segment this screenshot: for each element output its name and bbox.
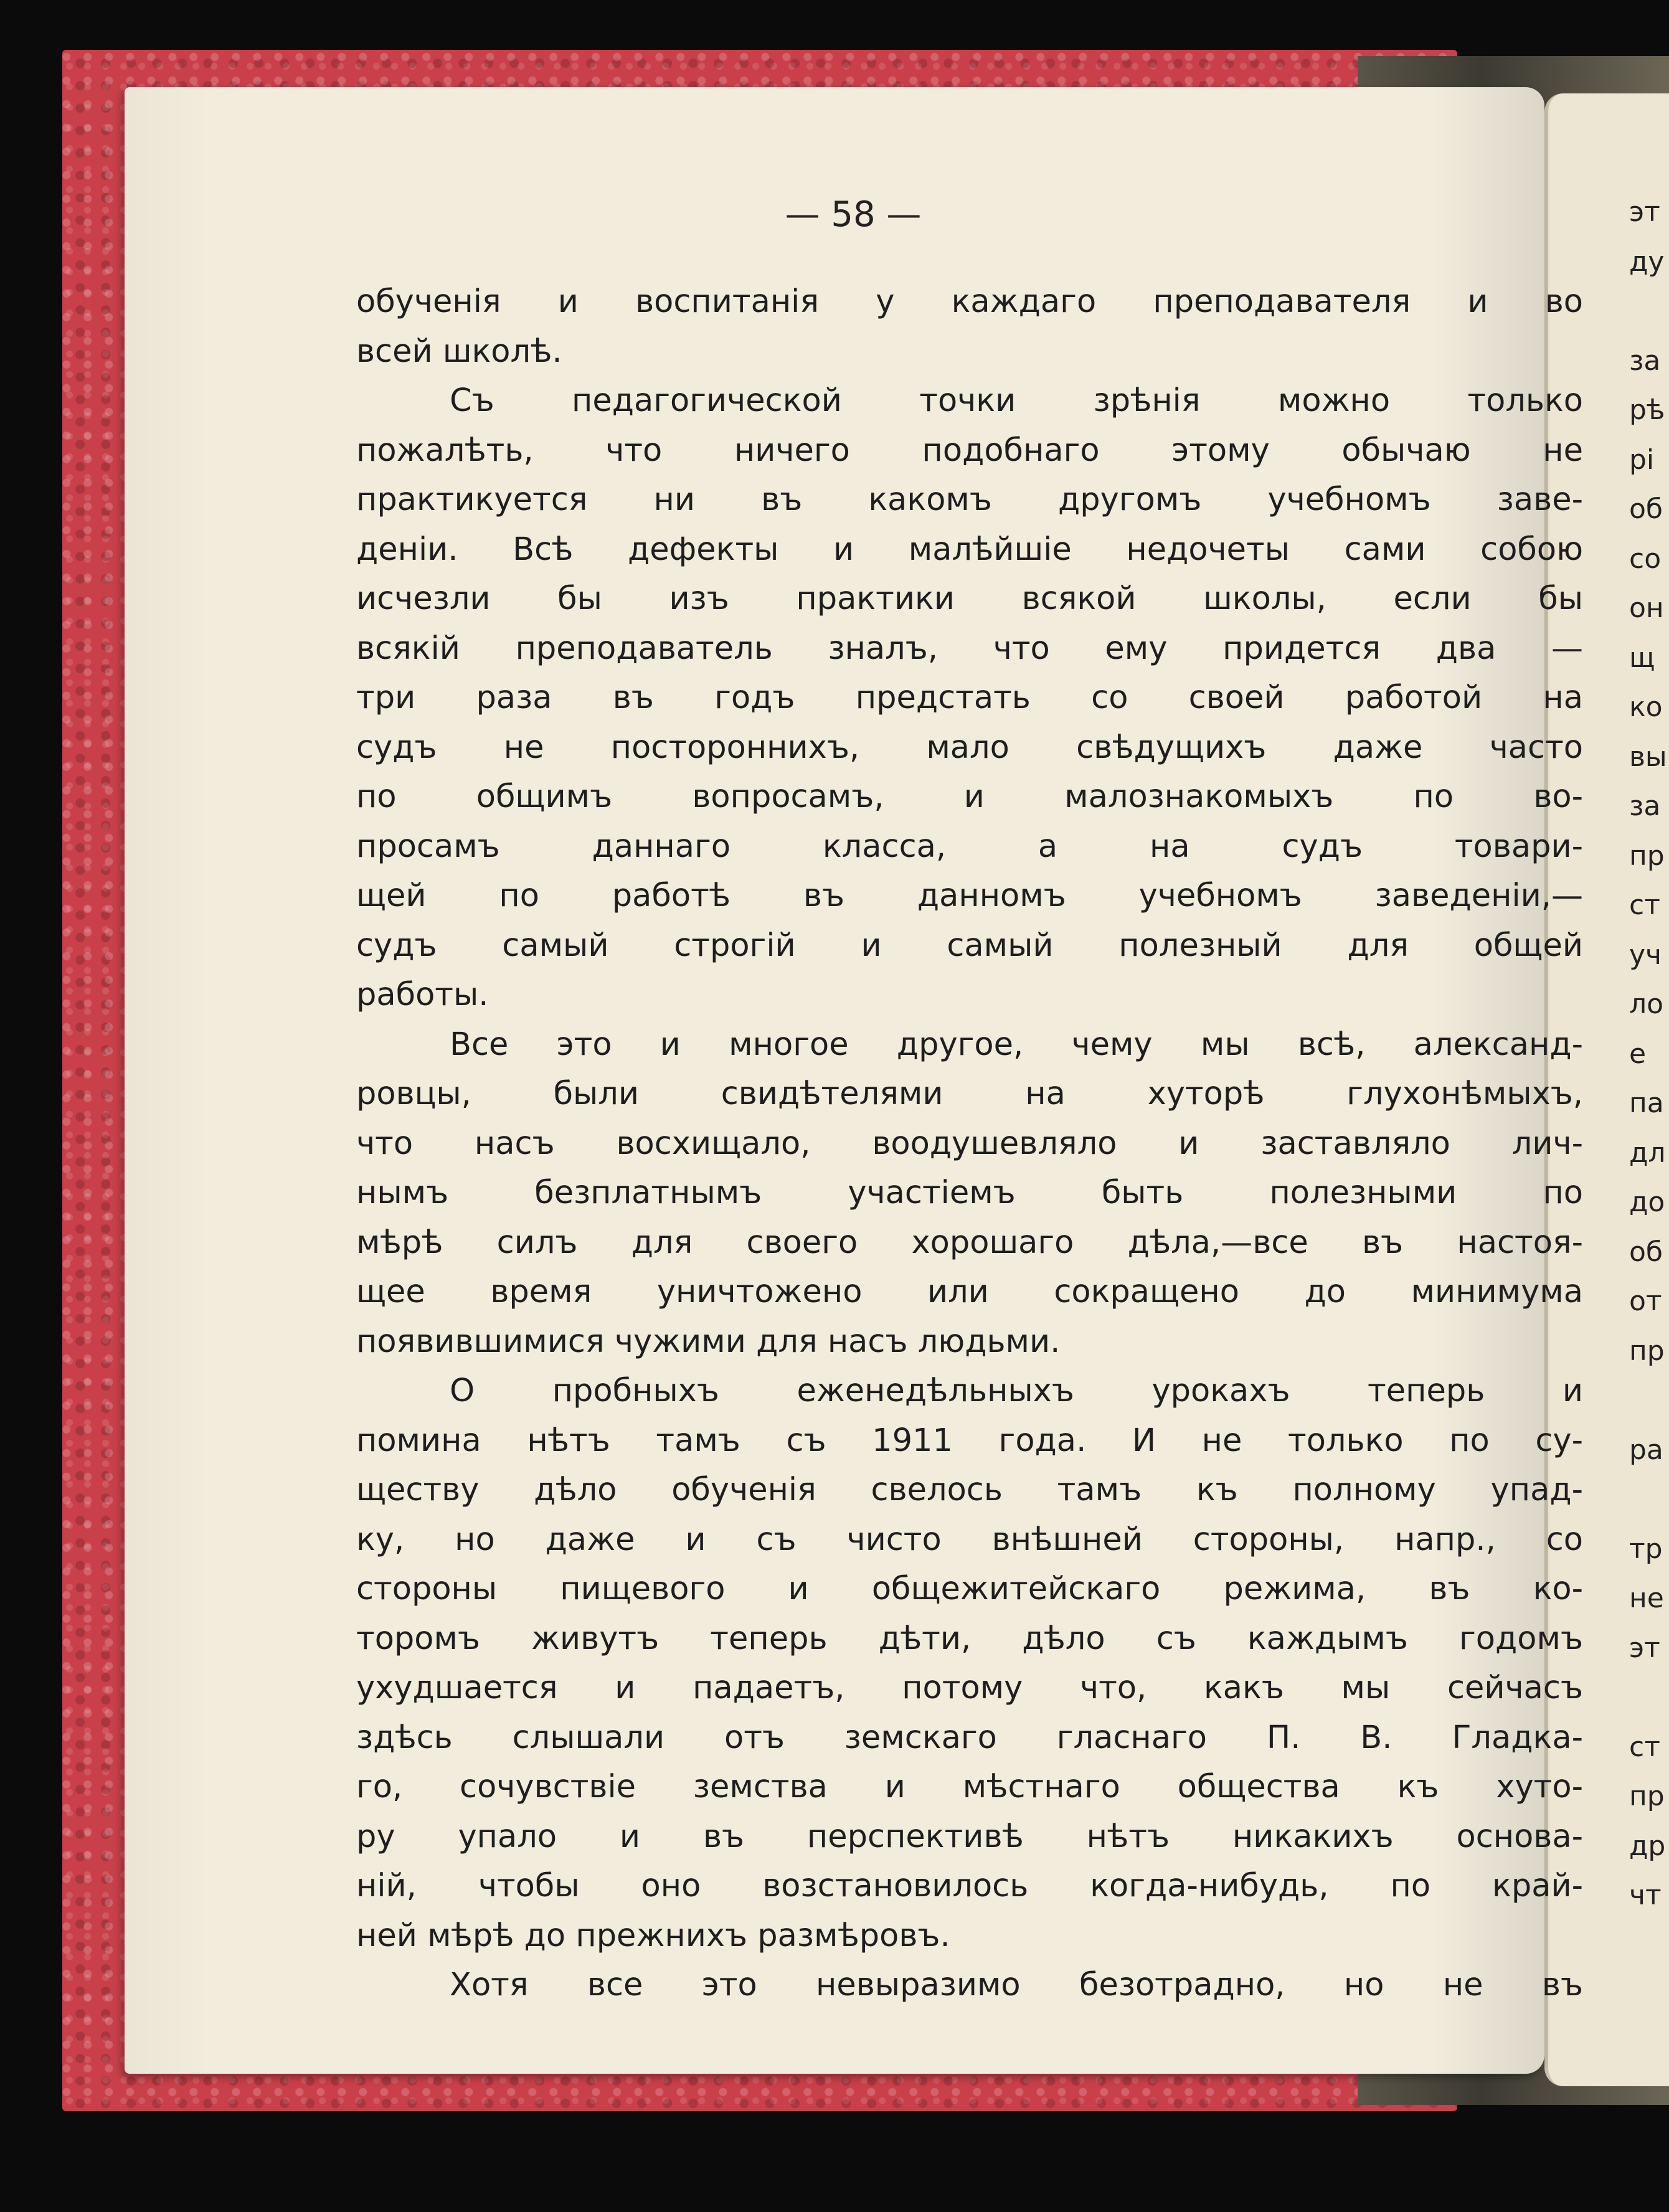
text-line: щее время уничтожено или сокращено до минимума	[356, 1274, 1583, 1310]
text-line: го, сочувствіе земства и мѣстнаго общества къ хуто-	[356, 1769, 1583, 1805]
next-page-fragment: до	[1629, 1186, 1665, 1218]
text-line: деніи. Всѣ дефекты и малѣйшіе недочеты сами собою	[356, 531, 1583, 568]
next-page-fragment: об	[1629, 1236, 1663, 1268]
text-line: исчезли бы изъ практики всякой школы, если бы	[356, 580, 1583, 617]
text-line: здѣсь слышали отъ земскаго гласнаго П. В. Гладка-	[356, 1719, 1583, 1756]
text-line: судъ не постороннихъ, мало свѣдущихъ даже часто	[356, 729, 1583, 766]
text-line: всей школѣ.	[356, 333, 562, 370]
text-line: Все это и многое другое, чему мы всѣ, александ-	[450, 1026, 1583, 1063]
text-line: нымъ безплатнымъ участіемъ быть полезными по	[356, 1175, 1583, 1211]
next-page-fragment: ст	[1629, 1731, 1660, 1763]
next-page-fragment: ду	[1629, 245, 1665, 278]
next-page-fragment: уч	[1629, 938, 1662, 971]
next-page-fragment: рѣ	[1629, 394, 1665, 426]
text-line: ухудшается и падаетъ, потому что, какъ мы сейчасъ	[356, 1670, 1583, 1706]
next-page-fragment: е	[1629, 1037, 1647, 1070]
text-line: ровцы, были свидѣтелями на хуторѣ глухонѣмыхъ,	[356, 1075, 1583, 1112]
next-page-fragment: рі	[1629, 443, 1655, 476]
next-page-fragment: за	[1629, 344, 1661, 377]
text-line: пожалѣть, что ничего подобнаго этому обычаю не	[356, 432, 1583, 469]
next-page-fragment: ст	[1629, 889, 1660, 921]
next-page-fragment: со	[1629, 542, 1662, 575]
next-page-fragment: ло	[1629, 988, 1664, 1020]
text-line: ществу дѣло обученія свелось тамъ къ полному упад-	[356, 1472, 1583, 1508]
next-page-fragment: от	[1629, 1285, 1662, 1317]
page-body	[356, 277, 1583, 2010]
text-line: мѣрѣ силъ для своего хорошаго дѣла,—все въ настоя-	[356, 1224, 1583, 1261]
next-page-fragment: щ	[1629, 641, 1655, 674]
text-line: обученія и воспитанія у каждаго преподавателя и во	[356, 283, 1583, 320]
text-line: практикуется ни въ какомъ другомъ учебномъ заве-	[356, 481, 1583, 518]
next-page-fragment: эт	[1629, 1632, 1660, 1664]
text-line: ній, чтобы оно возстановилось когда-нибудь, по край-	[356, 1868, 1583, 1904]
text-line: О пробныхъ еженедѣльныхъ урокахъ теперь и	[450, 1373, 1583, 1409]
text-line: ку, но даже и съ чисто внѣшней стороны, напр., со	[356, 1521, 1583, 1558]
next-page-fragment: ра	[1629, 1434, 1663, 1466]
text-line: судъ самый строгій и самый полезный для общей	[356, 927, 1583, 964]
next-page-fragment: об	[1629, 493, 1663, 525]
text-line: по общимъ вопросамъ, и малознакомыхъ по во-	[356, 778, 1583, 815]
next-page-fragment: дл	[1629, 1137, 1666, 1169]
next-page-fragment: не	[1629, 1582, 1664, 1614]
next-page-fragment: пр	[1629, 839, 1665, 872]
text-line: помина нѣтъ тамъ съ 1911 года. И не только по су-	[356, 1422, 1583, 1459]
next-page-fragment: чт	[1629, 1879, 1662, 1911]
next-page-fragment: др	[1629, 1830, 1666, 1862]
book-page	[125, 87, 1583, 2074]
text-line: что насъ восхищало, воодушевляло и заставляло лич-	[356, 1125, 1583, 1162]
text-line: ней мѣрѣ до прежнихъ размѣровъ.	[356, 1917, 950, 1954]
text-line: работы.	[356, 976, 489, 1013]
next-page-fragment: он	[1629, 592, 1664, 624]
text-line: всякій преподаватель зналъ, что ему придется два —	[356, 630, 1583, 667]
next-page-fragment: вы	[1629, 740, 1667, 773]
text-line: появившимися чужими для насъ людьми.	[356, 1323, 1061, 1360]
page-number: — 58 —	[785, 194, 922, 235]
text-line: просамъ даннаго класса, а на судъ товари-	[356, 828, 1583, 865]
next-page-fragment: пр	[1629, 1335, 1665, 1367]
next-page-fragment: па	[1629, 1087, 1664, 1119]
text-line: Съ педагогической точки зрѣнія можно только	[450, 382, 1583, 419]
text-line: стороны пищевого и общежитейскаго режима, въ ко-	[356, 1571, 1583, 1607]
next-page-fragment: тр	[1629, 1533, 1663, 1565]
next-page-fragment: ко	[1629, 691, 1663, 723]
text-line: ру упало и въ перспективѣ нѣтъ никакихъ основа-	[356, 1818, 1583, 1855]
text-line: щей по работѣ въ данномъ учебномъ заведеніи,—	[356, 877, 1583, 914]
next-page-fragment: за	[1629, 790, 1661, 822]
next-page-fragment: эт	[1629, 196, 1660, 228]
text-line: торомъ живутъ теперь дѣти, дѣло съ каждымъ годомъ	[356, 1620, 1583, 1657]
text-line: три раза въ годъ предстать со своей работой на	[356, 679, 1583, 716]
next-page-fragment: пр	[1629, 1780, 1665, 1812]
text-line: Хотя все это невыразимо безотрадно, но не въ	[450, 1967, 1583, 2003]
